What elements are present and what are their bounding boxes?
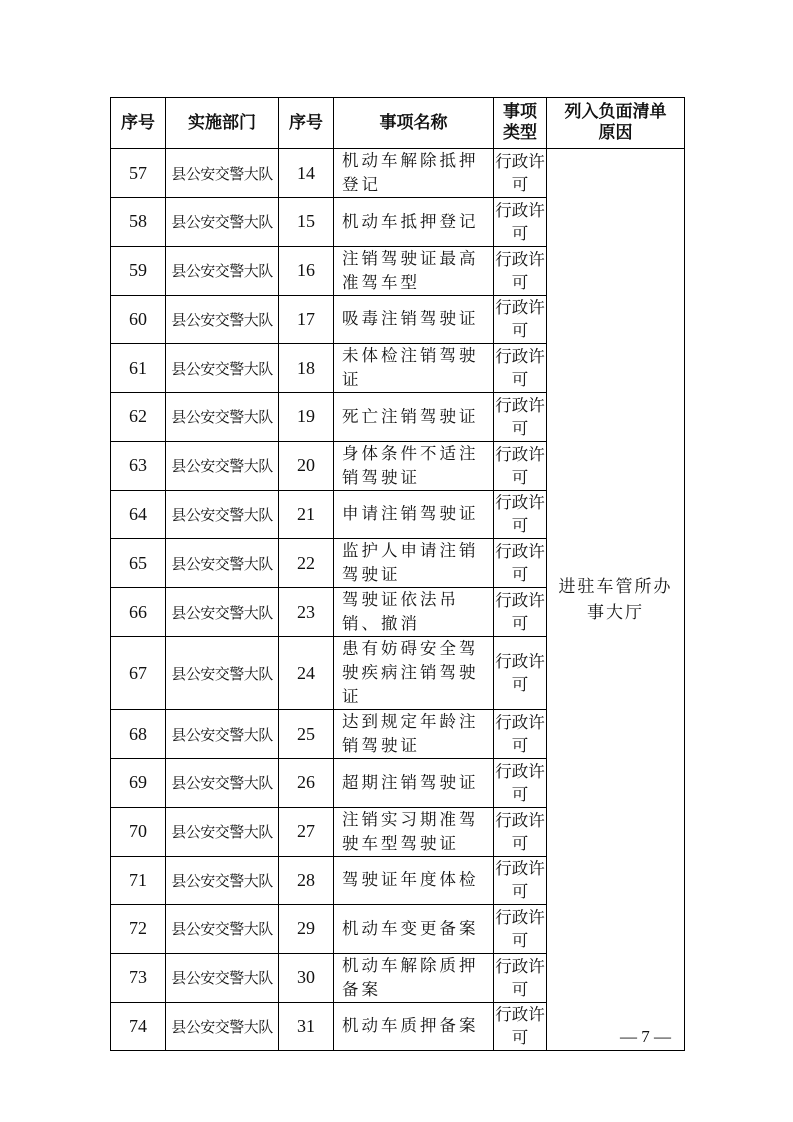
cell-dept: 县公安交警大队 bbox=[166, 856, 279, 905]
cell-item-type: 行政许可 bbox=[494, 637, 547, 710]
cell-item-name: 身体条件不适注销驾驶证 bbox=[334, 441, 494, 490]
cell-dept: 县公安交警大队 bbox=[166, 490, 279, 539]
cell-dept: 县公安交警大队 bbox=[166, 246, 279, 295]
cell-item-type: 行政许可 bbox=[494, 198, 547, 247]
cell-item-name: 机动车变更备案 bbox=[334, 905, 494, 954]
header-item-type: 事项类型 bbox=[494, 98, 547, 149]
cell-item-type: 行政许可 bbox=[494, 588, 547, 637]
cell-dept: 县公安交警大队 bbox=[166, 198, 279, 247]
cell-dept: 县公安交警大队 bbox=[166, 441, 279, 490]
cell-seq: 69 bbox=[111, 759, 166, 808]
cell-seq: 59 bbox=[111, 246, 166, 295]
cell-item-name: 机动车解除抵押登记 bbox=[334, 149, 494, 198]
cell-seq2: 19 bbox=[279, 393, 334, 442]
cell-seq2: 21 bbox=[279, 490, 334, 539]
cell-dept: 县公安交警大队 bbox=[166, 344, 279, 393]
cell-seq2: 14 bbox=[279, 149, 334, 198]
cell-item-type: 行政许可 bbox=[494, 710, 547, 759]
table-body bbox=[111, 149, 685, 1051]
cell-item-type: 行政许可 bbox=[494, 539, 547, 588]
cell-seq2: 16 bbox=[279, 246, 334, 295]
cell-dept: 县公安交警大队 bbox=[166, 637, 279, 710]
header-reason: 列入负面清单原因 bbox=[547, 98, 685, 149]
negative-list-table bbox=[110, 97, 685, 1051]
cell-seq2: 29 bbox=[279, 905, 334, 954]
cell-item-type: 行政许可 bbox=[494, 393, 547, 442]
cell-item-type: 行政许可 bbox=[494, 490, 547, 539]
cell-seq: 67 bbox=[111, 637, 166, 710]
cell-item-name: 未体检注销驾驶证 bbox=[334, 344, 494, 393]
cell-dept: 县公安交警大队 bbox=[166, 149, 279, 198]
cell-item-name: 机动车质押备案 bbox=[334, 1002, 494, 1051]
header-seq: 序号 bbox=[111, 98, 166, 149]
header-item-name: 事项名称 bbox=[334, 98, 494, 149]
cell-seq2: 23 bbox=[279, 588, 334, 637]
cell-seq: 71 bbox=[111, 856, 166, 905]
cell-seq2: 24 bbox=[279, 637, 334, 710]
cell-seq: 58 bbox=[111, 198, 166, 247]
cell-item-name: 注销实习期准驾驶车型驾驶证 bbox=[334, 807, 494, 856]
cell-item-type: 行政许可 bbox=[494, 856, 547, 905]
cell-item-type: 行政许可 bbox=[494, 295, 547, 344]
cell-dept: 县公安交警大队 bbox=[166, 905, 279, 954]
cell-item-type: 行政许可 bbox=[494, 149, 547, 198]
cell-seq: 65 bbox=[111, 539, 166, 588]
cell-dept: 县公安交警大队 bbox=[166, 588, 279, 637]
cell-seq2: 25 bbox=[279, 710, 334, 759]
cell-seq: 70 bbox=[111, 807, 166, 856]
cell-seq: 62 bbox=[111, 393, 166, 442]
cell-dept: 县公安交警大队 bbox=[166, 393, 279, 442]
cell-item-type: 行政许可 bbox=[494, 344, 547, 393]
cell-seq: 74 bbox=[111, 1002, 166, 1051]
cell-seq2: 26 bbox=[279, 759, 334, 808]
table-header-row bbox=[111, 98, 685, 149]
cell-seq2: 31 bbox=[279, 1002, 334, 1051]
cell-item-name: 患有妨碍安全驾驶疾病注销驾驶证 bbox=[334, 637, 494, 710]
cell-dept: 县公安交警大队 bbox=[166, 759, 279, 808]
cell-item-name: 机动车抵押登记 bbox=[334, 198, 494, 247]
cell-seq2: 30 bbox=[279, 953, 334, 1002]
cell-item-name: 吸毒注销驾驶证 bbox=[334, 295, 494, 344]
cell-item-type: 行政许可 bbox=[494, 441, 547, 490]
cell-seq2: 18 bbox=[279, 344, 334, 393]
cell-dept: 县公安交警大队 bbox=[166, 710, 279, 759]
cell-item-name: 驾驶证依法吊销、撤消 bbox=[334, 588, 494, 637]
cell-item-name: 驾驶证年度体检 bbox=[334, 856, 494, 905]
cell-seq2: 22 bbox=[279, 539, 334, 588]
cell-item-name: 达到规定年龄注销驾驶证 bbox=[334, 710, 494, 759]
cell-reason: 进驻车管所办事大厅 bbox=[547, 149, 685, 1051]
cell-dept: 县公安交警大队 bbox=[166, 539, 279, 588]
cell-seq: 72 bbox=[111, 905, 166, 954]
cell-dept: 县公安交警大队 bbox=[166, 807, 279, 856]
cell-item-name: 监护人申请注销驾驶证 bbox=[334, 539, 494, 588]
cell-seq2: 27 bbox=[279, 807, 334, 856]
page-number: — 7 — bbox=[620, 1027, 671, 1046]
cell-seq: 63 bbox=[111, 441, 166, 490]
table-row bbox=[111, 149, 685, 198]
cell-item-type: 行政许可 bbox=[494, 953, 547, 1002]
cell-seq2: 20 bbox=[279, 441, 334, 490]
cell-seq2: 15 bbox=[279, 198, 334, 247]
header-dept: 实施部门 bbox=[166, 98, 279, 149]
cell-seq: 60 bbox=[111, 295, 166, 344]
cell-item-type: 行政许可 bbox=[494, 1002, 547, 1051]
cell-item-type: 行政许可 bbox=[494, 246, 547, 295]
cell-item-type: 行政许可 bbox=[494, 807, 547, 856]
cell-seq: 61 bbox=[111, 344, 166, 393]
cell-seq: 66 bbox=[111, 588, 166, 637]
cell-item-name: 机动车解除质押备案 bbox=[334, 953, 494, 1002]
cell-item-name: 注销驾驶证最高准驾车型 bbox=[334, 246, 494, 295]
cell-item-name: 超期注销驾驶证 bbox=[334, 759, 494, 808]
cell-item-name: 申请注销驾驶证 bbox=[334, 490, 494, 539]
cell-item-type: 行政许可 bbox=[494, 905, 547, 954]
cell-seq2: 17 bbox=[279, 295, 334, 344]
cell-seq: 57 bbox=[111, 149, 166, 198]
cell-dept: 县公安交警大队 bbox=[166, 953, 279, 1002]
cell-dept: 县公安交警大队 bbox=[166, 1002, 279, 1051]
cell-seq2: 28 bbox=[279, 856, 334, 905]
cell-seq: 73 bbox=[111, 953, 166, 1002]
cell-seq: 64 bbox=[111, 490, 166, 539]
cell-item-type: 行政许可 bbox=[494, 759, 547, 808]
header-seq2: 序号 bbox=[279, 98, 334, 149]
cell-item-name: 死亡注销驾驶证 bbox=[334, 393, 494, 442]
cell-seq: 68 bbox=[111, 710, 166, 759]
cell-dept: 县公安交警大队 bbox=[166, 295, 279, 344]
